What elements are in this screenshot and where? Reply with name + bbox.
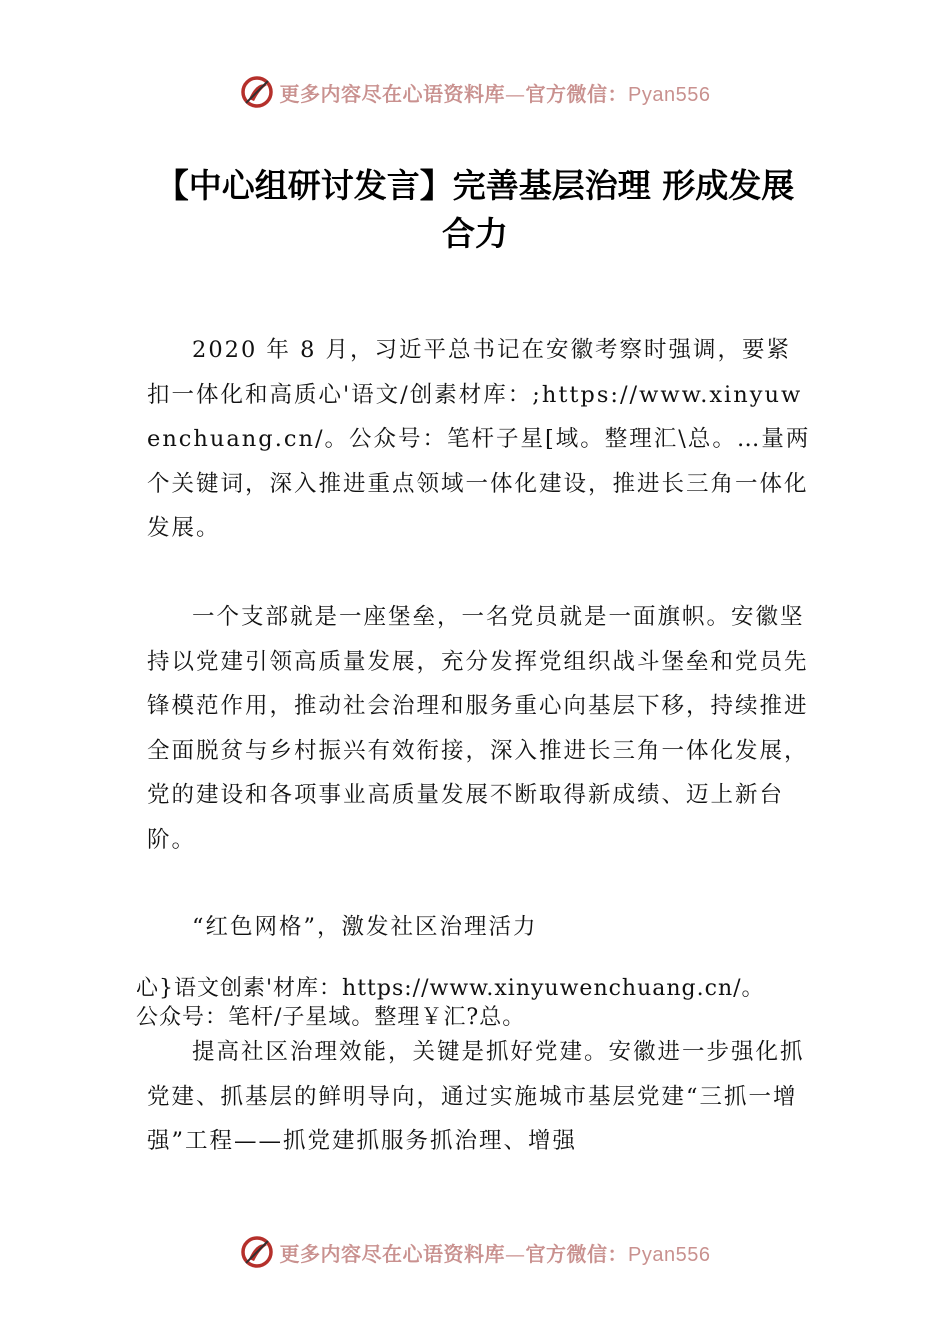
watermark-text	[280, 1238, 711, 1267]
watermark-site-text: 更多内容尽在心语资料库	[279, 81, 506, 106]
watermark-footer	[0, 1232, 950, 1272]
logo-icon	[240, 75, 274, 109]
watermark-separator: —	[505, 1241, 526, 1266]
watermark-header	[0, 72, 950, 112]
source-note-line-1: 心}语文创素'材库：https://www.xinyuwenchuang.cn/。	[136, 976, 765, 1001]
section-heading: “红色网格”，激发社区治理活力	[192, 914, 538, 940]
watermark-site-text: 更多内容尽在心语资料库	[279, 1241, 506, 1266]
paragraph-1: 2020 年 8 月，习近平总书记在安徽考察时强调，要紧扣一体化和高质心'语文/创素材库：;https://www.xinyuwenchuang.cn/。公众号：笔杆子星[域。整理汇\总。…量两个关键词，深入推进重点领域一体化建设，推进长三角一体化发展。	[147, 337, 811, 541]
watermark-wechat-label: 官方微信：	[525, 81, 629, 106]
watermark-text	[280, 78, 711, 107]
logo-icon	[240, 1235, 274, 1269]
document-title: 【中心组研讨发言】完善基层治理 形成发展合力	[155, 166, 795, 253]
watermark-wechat-id: Pyan556	[628, 1243, 711, 1266]
paragraph-2: 一个支部就是一座堡垒，一名党员就是一面旗帜。安徽坚持以党建引领高质量发展，充分发挥党组织战斗堡垒和党员先锋模范作用，推动社会治理和服务重心向基层下移，持续推进全面脱贫与乡村振兴有效衔接，深入推进长三角一体化发展，党的建设和各项事业高质量发展不断取得新成绩、迈上新台阶。	[147, 604, 809, 853]
source-note-line-2: 公众号：笔杆/子星域。整理￥汇?总。	[136, 1005, 526, 1030]
watermark-wechat-label: 官方微信：	[525, 1241, 629, 1266]
watermark-wechat-id: Pyan556	[628, 83, 711, 106]
paragraph-3: 提高社区治理效能，关键是抓好党建。安徽进一步强化抓党建、抓基层的鲜明导向，通过实施城市基层党建“三抓一增强”工程——抓党建抓服务抓治理、增强	[147, 1039, 805, 1154]
source-note	[136, 974, 816, 1032]
watermark-separator: —	[505, 81, 526, 106]
